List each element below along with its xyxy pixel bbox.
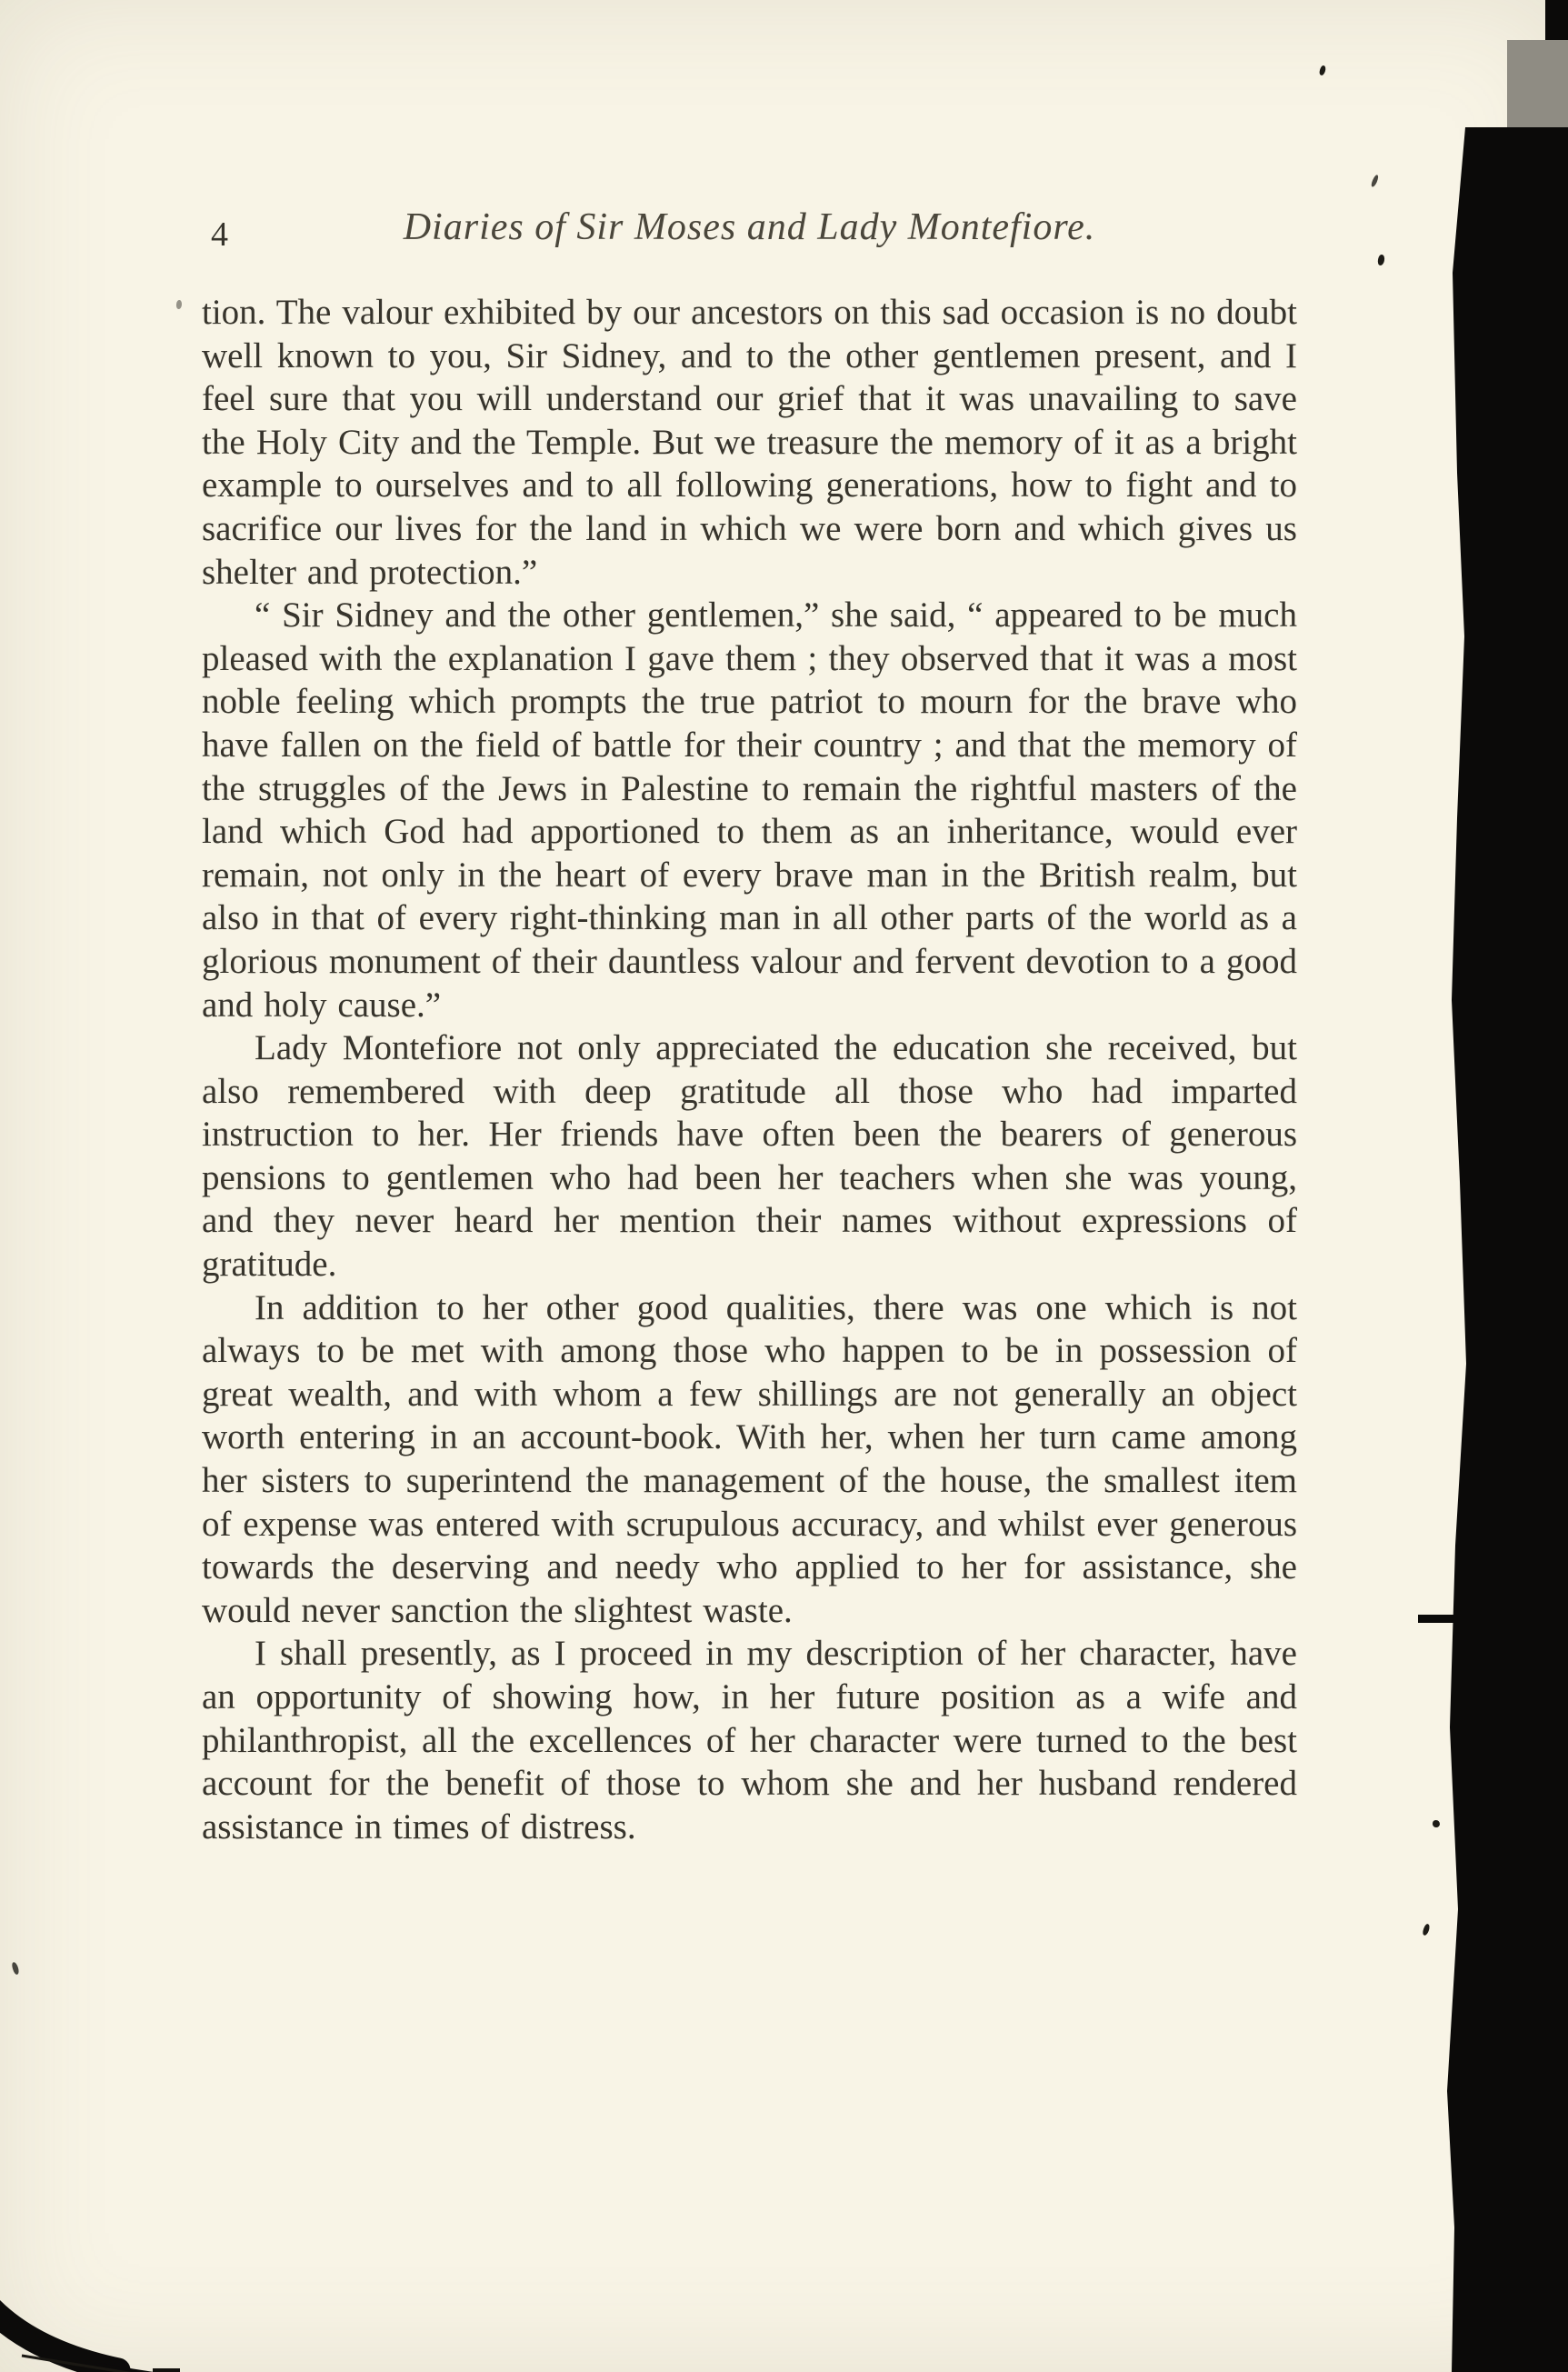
paragraph: tion. The valour exhibited by our ancestors on this sad occasion is no doubt well known to you, Sir Sidney, and to the other gentlemen present, and I feel sure that you will understand our grief that it was unavailing to save the Holy City and the Temple. But we treasure the memory of it as a bright example to ourselves and to all following generations, how to fight and to sacrifice our lives for the land in which we were born and which gives us shelter and protection.” [202, 293, 1297, 592]
paragraph: In addition to her other good qualities, there was one which is not always to be met with among those who happen to be in possession of great wealth, and with whom a few shillings are not generally an object worth entering in an account-book. With her, when her turn came among her sisters to superintend the management of the house, the smallest item of expense was entered with scrupulous accuracy, and whilst ever generous towards the deserving and needy who applied to her for assistance, she would never sanction the slightest waste. [202, 1287, 1297, 1630]
scan-speck [175, 300, 182, 310]
scan-gutter-band [1400, 0, 1568, 2372]
page-header [202, 205, 1297, 265]
scan-speck [1318, 65, 1326, 75]
paragraph: I shall presently, as I proceed in my description of her character, have an opportunity of showing how, in her future position as a wife and philanthropist, all the excellences of her character were turned to the best account for the benefit of those to whom she and her husband rendered assistance in times of distress. [202, 1634, 1297, 1847]
scan-speck [1370, 175, 1379, 188]
scan-corner-mark [0, 2254, 255, 2372]
paragraph: Lady Montefiore not only appreciated the education she received, but also remembered with deep gratitude all those who had imparted instruction to her. Her friends have often been the bearers of generous pensions to gentlemen who had been her teachers when she was young, and they never heard her mention their names without expressions of gratitude. [202, 1028, 1297, 1285]
body-text [202, 291, 1297, 1848]
scan-speck [1433, 1820, 1440, 1827]
scan-speck [1377, 254, 1385, 265]
running-title: Diaries of Sir Moses and Lady Montefiore. [403, 206, 1096, 248]
paragraph: “ Sir Sidney and the other gentlemen,” she said, “ appeared to be much pleased with the explanation I gave them ; they observed that it was a most noble feeling which prompts the true patriot to mourn for the brave who have fallen on the field of battle for their country ; and that the memory of the struggles of the Jews in Palestine to remain the rightful masters of the land which God had apportioned to them as an inheritance, would ever remain, not only in the heart of every brave man in the British realm, but also in that of every right-thinking man in all other parts of the world as a glorious monument of their dauntless valour and fervent devotion to a good and holy cause.” [202, 596, 1297, 1025]
page-number: 4 [211, 215, 228, 254]
scan-speck [11, 1961, 20, 1975]
